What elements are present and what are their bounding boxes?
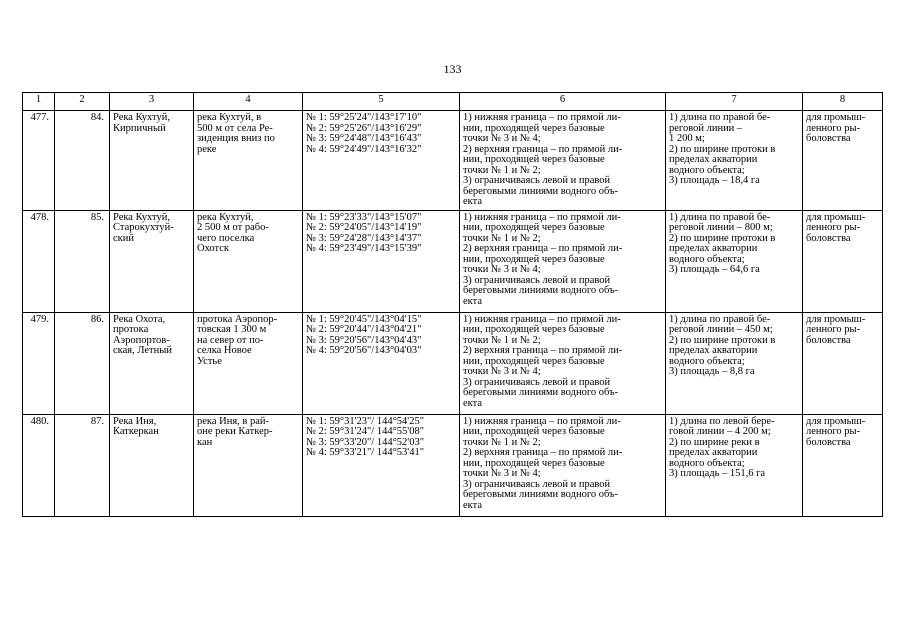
column-header-1: 1 <box>23 93 55 111</box>
dimensions-cell: 1) длина по правой бе- реговой линии – 1 200 м; 2) по ширине протоки в пределах акватории водного объекта; 3) площадь – 18,4 га <box>666 111 803 211</box>
row-number-cell: 478. <box>23 210 55 312</box>
dimensions-cell: 1) длина по правой бе- реговой линии – 450 м; 2) по ширине протоки в пределах акватории водного объекта; 3) площадь – 8,8 га <box>666 312 803 414</box>
table-row <box>23 111 883 211</box>
column-header-4: 4 <box>194 93 303 111</box>
table-row <box>23 414 883 516</box>
coordinates-cell: № 1: 59°20'45"/143°04'15" № 2: 59°20'44"/143°04'21" № 3: 59°20'56"/143°04'43" № 4: 59°20'56"/143°04'03" <box>303 312 460 414</box>
row-number-cell: 479. <box>23 312 55 414</box>
table-row <box>23 210 883 312</box>
site-name-cell: Река Иня, Каткеркан <box>110 414 194 516</box>
column-header-7: 7 <box>666 93 803 111</box>
coordinates-cell: № 1: 59°31'23"/ 144°54'25" № 2: 59°31'24"/ 144°55'08" № 3: 59°33'20"/ 144°52'03" № 4: 59°33'21"/ 144°53'41" <box>303 414 460 516</box>
page-number: 133 <box>443 62 462 76</box>
site-name-cell: Река Кухтуй, Старокухтуй- ский <box>110 210 194 312</box>
purpose-cell: для промыш- ленного ры- боловства <box>803 414 883 516</box>
site-name-cell: Река Кухтуй, Кирпичный <box>110 111 194 211</box>
dimensions-cell: 1) длина по левой бере- говой линии – 4 200 м; 2) по ширине реки в пределах акватории водного объекта; 3) площадь – 151,6 га <box>666 414 803 516</box>
boundaries-cell: 1) нижняя граница – по прямой ли- нии, проходящей через базовые точки № 3 и № 4; 2) верхняя граница – по прямой ли- нии, проходящей через базовые точки № 1 и № 2; 3) ограничиваясь левой и правой береговыми линиями водного объ- екта <box>460 111 666 211</box>
fishing-sites-table <box>22 92 883 517</box>
purpose-cell: для промыш- ленного ры- боловства <box>803 111 883 211</box>
boundaries-cell: 1) нижняя граница – по прямой ли- нии, проходящей через базовые точки № 1 и № 2; 2) верхняя граница – по прямой ли- нии, проходящей через базовые точки № 3 и № 4; 3) ограничиваясь левой и правой береговыми линиями водного объ- екта <box>460 414 666 516</box>
header-row <box>23 93 883 111</box>
row-number-cell: 480. <box>23 414 55 516</box>
site-number-cell: 85. <box>55 210 110 312</box>
row-number-cell: 477. <box>23 111 55 211</box>
purpose-cell: для промыш- ленного ры- боловства <box>803 312 883 414</box>
site-number-cell: 86. <box>55 312 110 414</box>
column-header-6: 6 <box>460 93 666 111</box>
coordinates-cell: № 1: 59°23'33"/143°15'07" № 2: 59°24'05"/143°14'19" № 3: 59°24'28"/143°14'37" № 4: 59°23'49"/143°15'39" <box>303 210 460 312</box>
column-header-8: 8 <box>803 93 883 111</box>
site-number-cell: 84. <box>55 111 110 211</box>
location-cell: река Иня, в рай- оне реки Каткер- кан <box>194 414 303 516</box>
column-header-3: 3 <box>110 93 194 111</box>
column-header-2: 2 <box>55 93 110 111</box>
column-header-5: 5 <box>303 93 460 111</box>
site-name-cell: Река Охота, протока Аэропортов- ская, Летный <box>110 312 194 414</box>
location-cell: река Кухтуй, 2 500 м от рабо- чего поселка Охотск <box>194 210 303 312</box>
purpose-cell: для промыш- ленного ры- боловства <box>803 210 883 312</box>
boundaries-cell: 1) нижняя граница – по прямой ли- нии, проходящей через базовые точки № 1 и № 2; 2) верхняя граница – по прямой ли- нии, проходящей через базовые точки № 3 и № 4; 3) ограничиваясь левой и правой береговыми линиями водного объ- екта <box>460 210 666 312</box>
table-row <box>23 312 883 414</box>
location-cell: река Кухтуй, в 500 м от села Ре- зиденция вниз по реке <box>194 111 303 211</box>
location-cell: протока Аэропор- товская 1 300 м на север от по- селка Новое Устье <box>194 312 303 414</box>
coordinates-cell: № 1: 59°25'24"/143°17'10" № 2: 59°25'26"/143°16'29" № 3: 59°24'48"/143°16'43" № 4: 59°24'49"/143°16'32" <box>303 111 460 211</box>
dimensions-cell: 1) длина по правой бе- реговой линии – 800 м; 2) по ширине протоки в пределах акватории водного объекта; 3) площадь – 64,6 га <box>666 210 803 312</box>
site-number-cell: 87. <box>55 414 110 516</box>
boundaries-cell: 1) нижняя граница – по прямой ли- нии, проходящей через базовые точки № 1 и № 2; 2) верхняя граница – по прямой ли- нии, проходящей через базовые точки № 3 и № 4; 3) ограничиваясь левой и правой береговыми линиями водного объ- екта <box>460 312 666 414</box>
